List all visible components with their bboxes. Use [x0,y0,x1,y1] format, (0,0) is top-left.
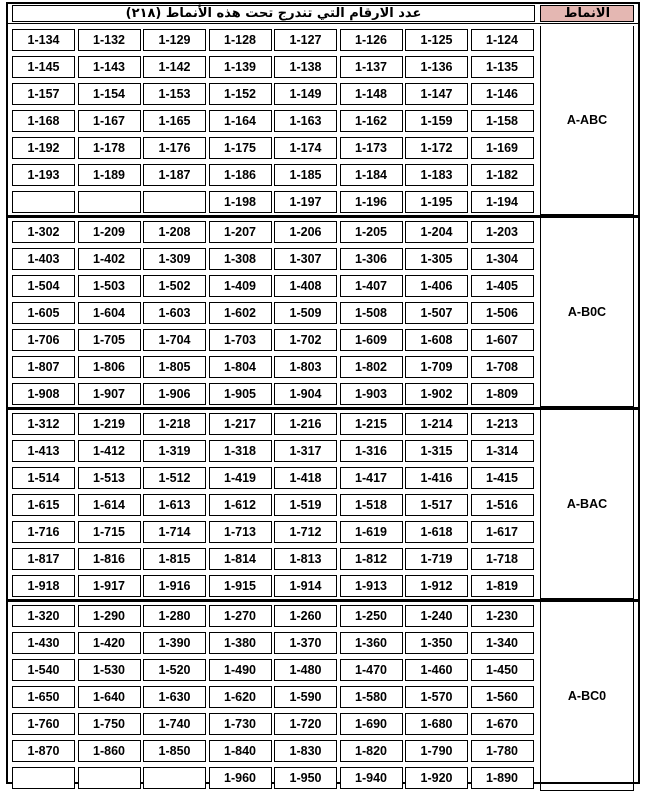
number-cell: 1-940 [340,767,403,789]
number-cell: 1-615 [12,494,75,516]
number-cell: 1-802 [340,356,403,378]
number-cell: 1-509 [274,302,337,324]
number-cell: 1-206 [274,221,337,243]
number-cell: 1-162 [340,110,403,132]
table-header-row [8,4,638,24]
number-cell: 1-203 [471,221,534,243]
number-cell: 1-350 [405,632,468,654]
number-cell: 1-196 [340,191,403,213]
number-cell: 1-506 [471,302,534,324]
number-cell: 1-403 [12,248,75,270]
number-cell: 1-417 [340,467,403,489]
number-cell: 1-318 [209,440,272,462]
number-cell: 1-174 [274,137,337,159]
number-cell: 1-129 [143,29,206,51]
number-cell: 1-305 [405,248,468,270]
number-cell: 1-132 [78,29,141,51]
number-cell: 1-163 [274,110,337,132]
number-cell: 1-158 [471,110,534,132]
number-cell: 1-317 [274,440,337,462]
number-cell: 1-913 [340,575,403,597]
number-cell: 1-805 [143,356,206,378]
number-cell: 1-148 [340,83,403,105]
number-cell: 1-712 [274,521,337,543]
number-cell: 1-204 [405,221,468,243]
number-cell: 1-605 [12,302,75,324]
number-cell: 1-480 [274,659,337,681]
number-cell: 1-139 [209,56,272,78]
number-cell: 1-419 [209,467,272,489]
number-cell: 1-803 [274,356,337,378]
number-cell: 1-165 [143,110,206,132]
number-cell: 1-916 [143,575,206,597]
number-cell: 1-703 [209,329,272,351]
number-cell: 1-149 [274,83,337,105]
number-cell: 1-260 [274,605,337,627]
number-cell: 1-470 [340,659,403,681]
number-cell: 1-918 [12,575,75,597]
number-cell: 1-490 [209,659,272,681]
number-cell: 1-519 [274,494,337,516]
number-cell: 1-904 [274,383,337,405]
number-cell: 1-450 [471,659,534,681]
number-cell: 1-138 [274,56,337,78]
number-cell: 1-406 [405,275,468,297]
number-cell: 1-125 [405,29,468,51]
number-cell: 1-719 [405,548,468,570]
number-cell: 1-804 [209,356,272,378]
number-cell: 1-617 [471,521,534,543]
number-cell: 1-147 [405,83,468,105]
number-cell: 1-714 [143,521,206,543]
number-cell: 1-815 [143,548,206,570]
number-cell: 1-215 [340,413,403,435]
number-cell: 1-580 [340,686,403,708]
number-cell: 1-860 [78,740,141,762]
number-cell: 1-126 [340,29,403,51]
number-cell: 1-175 [209,137,272,159]
number-cell: 1-164 [209,110,272,132]
number-cell: 1-690 [340,713,403,735]
number-cell: 1-193 [12,164,75,186]
number-cell: 1-750 [78,713,141,735]
number-cell: 1-154 [78,83,141,105]
number-cell: 1-134 [12,29,75,51]
pattern-group [8,26,638,215]
number-cell: 1-902 [405,383,468,405]
number-cell: 1-890 [471,767,534,789]
number-cell: 1-280 [143,605,206,627]
number-cell: 1-507 [405,302,468,324]
number-cell: 1-620 [209,686,272,708]
number-cell: 1-308 [209,248,272,270]
number-cell: 1-413 [12,440,75,462]
number-cell: 1-176 [143,137,206,159]
number-cell: 1-517 [405,494,468,516]
pattern-label-cell: A-B0C [540,218,634,407]
number-cell: 1-516 [471,494,534,516]
pattern-label-cell: A-BC0 [540,602,634,791]
number-cell: 1-169 [471,137,534,159]
number-cell: 1-195 [405,191,468,213]
number-cell: 1-619 [340,521,403,543]
number-cell: 1-640 [78,686,141,708]
number-cell [143,767,206,789]
number-cell: 1-670 [471,713,534,735]
number-cell: 1-307 [274,248,337,270]
number-cell: 1-612 [209,494,272,516]
number-cell: 1-146 [471,83,534,105]
number-cell: 1-830 [274,740,337,762]
number-cell: 1-409 [209,275,272,297]
number-cell: 1-708 [471,356,534,378]
number-cell: 1-316 [340,440,403,462]
number-cell: 1-314 [471,440,534,462]
number-cell: 1-570 [405,686,468,708]
number-cell: 1-230 [471,605,534,627]
number-cell: 1-602 [209,302,272,324]
number-cell: 1-709 [405,356,468,378]
number-cell: 1-503 [78,275,141,297]
number-cell: 1-142 [143,56,206,78]
number-cell: 1-912 [405,575,468,597]
number-cell: 1-630 [143,686,206,708]
number-cell: 1-159 [405,110,468,132]
number-cell: 1-512 [143,467,206,489]
number-cell: 1-702 [274,329,337,351]
number-cell: 1-813 [274,548,337,570]
number-cell: 1-340 [471,632,534,654]
number-cell: 1-137 [340,56,403,78]
number-cell: 1-418 [274,467,337,489]
number-cell: 1-306 [340,248,403,270]
number-cell: 1-502 [143,275,206,297]
number-cell: 1-214 [405,413,468,435]
number-cell: 1-590 [274,686,337,708]
number-cell: 1-607 [471,329,534,351]
number-cell: 1-219 [78,413,141,435]
number-cell [12,191,75,213]
number-cell: 1-178 [78,137,141,159]
number-cell: 1-850 [143,740,206,762]
number-cell: 1-370 [274,632,337,654]
number-cell: 1-240 [405,605,468,627]
number-cell: 1-514 [12,467,75,489]
number-cell: 1-405 [471,275,534,297]
number-cell: 1-704 [143,329,206,351]
number-cell: 1-145 [12,56,75,78]
number-cell: 1-187 [143,164,206,186]
number-cell: 1-390 [143,632,206,654]
number-cell: 1-290 [78,605,141,627]
number-cell: 1-604 [78,302,141,324]
number-cell: 1-412 [78,440,141,462]
number-cell: 1-127 [274,29,337,51]
number-cell: 1-184 [340,164,403,186]
number-cell [78,191,141,213]
pattern-group [8,218,638,407]
patterns-column-header: الانماط [540,5,634,22]
number-cell: 1-780 [471,740,534,762]
number-cell: 1-614 [78,494,141,516]
number-cell: 1-167 [78,110,141,132]
number-cell: 1-157 [12,83,75,105]
number-cell: 1-513 [78,467,141,489]
number-cell: 1-705 [78,329,141,351]
number-cell: 1-416 [405,467,468,489]
number-cell: 1-207 [209,221,272,243]
number-cell: 1-504 [12,275,75,297]
number-cell: 1-540 [12,659,75,681]
number-cell: 1-320 [12,605,75,627]
number-cell: 1-250 [340,605,403,627]
number-cell: 1-915 [209,575,272,597]
number-cell: 1-186 [209,164,272,186]
number-cell: 1-603 [143,302,206,324]
number-cell: 1-906 [143,383,206,405]
number-cell: 1-194 [471,191,534,213]
number-cell: 1-143 [78,56,141,78]
number-cell: 1-319 [143,440,206,462]
number-cell: 1-216 [274,413,337,435]
number-cell [12,767,75,789]
number-cell: 1-183 [405,164,468,186]
number-cell: 1-402 [78,248,141,270]
number-cell: 1-608 [405,329,468,351]
number-cell: 1-153 [143,83,206,105]
number-cell: 1-189 [78,164,141,186]
number-cell [78,767,141,789]
number-cell: 1-380 [209,632,272,654]
number-cell: 1-706 [12,329,75,351]
number-cell: 1-520 [143,659,206,681]
number-cell: 1-819 [471,575,534,597]
number-cell: 1-407 [340,275,403,297]
pattern-group [8,410,638,599]
number-cell: 1-730 [209,713,272,735]
number-cell: 1-920 [405,767,468,789]
number-cell: 1-618 [405,521,468,543]
number-cell: 1-740 [143,713,206,735]
number-cell: 1-650 [12,686,75,708]
number-cell: 1-128 [209,29,272,51]
number-cell: 1-820 [340,740,403,762]
number-cell: 1-136 [405,56,468,78]
number-cell: 1-950 [274,767,337,789]
number-cell: 1-312 [12,413,75,435]
number-cell: 1-807 [12,356,75,378]
number-cell: 1-960 [209,767,272,789]
number-cell: 1-817 [12,548,75,570]
pattern-group [8,602,638,791]
number-cell: 1-613 [143,494,206,516]
number-cell: 1-205 [340,221,403,243]
number-cell: 1-713 [209,521,272,543]
number-cell: 1-812 [340,548,403,570]
number-cell: 1-814 [209,548,272,570]
number-cell: 1-560 [471,686,534,708]
number-cell: 1-168 [12,110,75,132]
number-cell: 1-198 [209,191,272,213]
number-cell: 1-718 [471,548,534,570]
number-cell: 1-270 [209,605,272,627]
number-cell: 1-917 [78,575,141,597]
number-cell: 1-360 [340,632,403,654]
number-cell: 1-208 [143,221,206,243]
number-cell: 1-870 [12,740,75,762]
number-cell: 1-302 [12,221,75,243]
number-cell: 1-816 [78,548,141,570]
number-cell: 1-508 [340,302,403,324]
number-cell: 1-716 [12,521,75,543]
number-cell: 1-760 [12,713,75,735]
number-cell: 1-185 [274,164,337,186]
number-cell: 1-172 [405,137,468,159]
number-cell: 1-609 [340,329,403,351]
number-cell: 1-790 [405,740,468,762]
pattern-label-cell: A-BAC [540,410,634,599]
number-cell: 1-213 [471,413,534,435]
number-cell: 1-809 [471,383,534,405]
count-title-header: عدد الارقام التي تندرج تحت هذه الأنماط (٢١٨) [12,5,535,22]
number-cell: 1-192 [12,137,75,159]
number-cell: 1-415 [471,467,534,489]
number-cell: 1-720 [274,713,337,735]
number-cell: 1-430 [12,632,75,654]
number-cell: 1-715 [78,521,141,543]
number-cell: 1-315 [405,440,468,462]
number-cell: 1-209 [78,221,141,243]
number-cell: 1-309 [143,248,206,270]
pattern-label-cell: A-ABC [540,26,634,215]
number-cell: 1-840 [209,740,272,762]
number-cell: 1-408 [274,275,337,297]
number-cell: 1-530 [78,659,141,681]
pattern-table-sheet [6,2,640,784]
number-cell: 1-914 [274,575,337,597]
number-cell: 1-152 [209,83,272,105]
number-cell [143,191,206,213]
number-cell: 1-124 [471,29,534,51]
number-cell: 1-420 [78,632,141,654]
number-cell: 1-908 [12,383,75,405]
number-cell: 1-304 [471,248,534,270]
number-cell: 1-903 [340,383,403,405]
number-cell: 1-905 [209,383,272,405]
number-cell: 1-806 [78,356,141,378]
number-cell: 1-173 [340,137,403,159]
number-cell: 1-680 [405,713,468,735]
number-cell: 1-218 [143,413,206,435]
number-cell: 1-518 [340,494,403,516]
number-cell: 1-135 [471,56,534,78]
number-cell: 1-182 [471,164,534,186]
number-cell: 1-197 [274,191,337,213]
number-cell: 1-460 [405,659,468,681]
numbers-table [8,26,638,785]
number-cell: 1-907 [78,383,141,405]
number-cell: 1-217 [209,413,272,435]
